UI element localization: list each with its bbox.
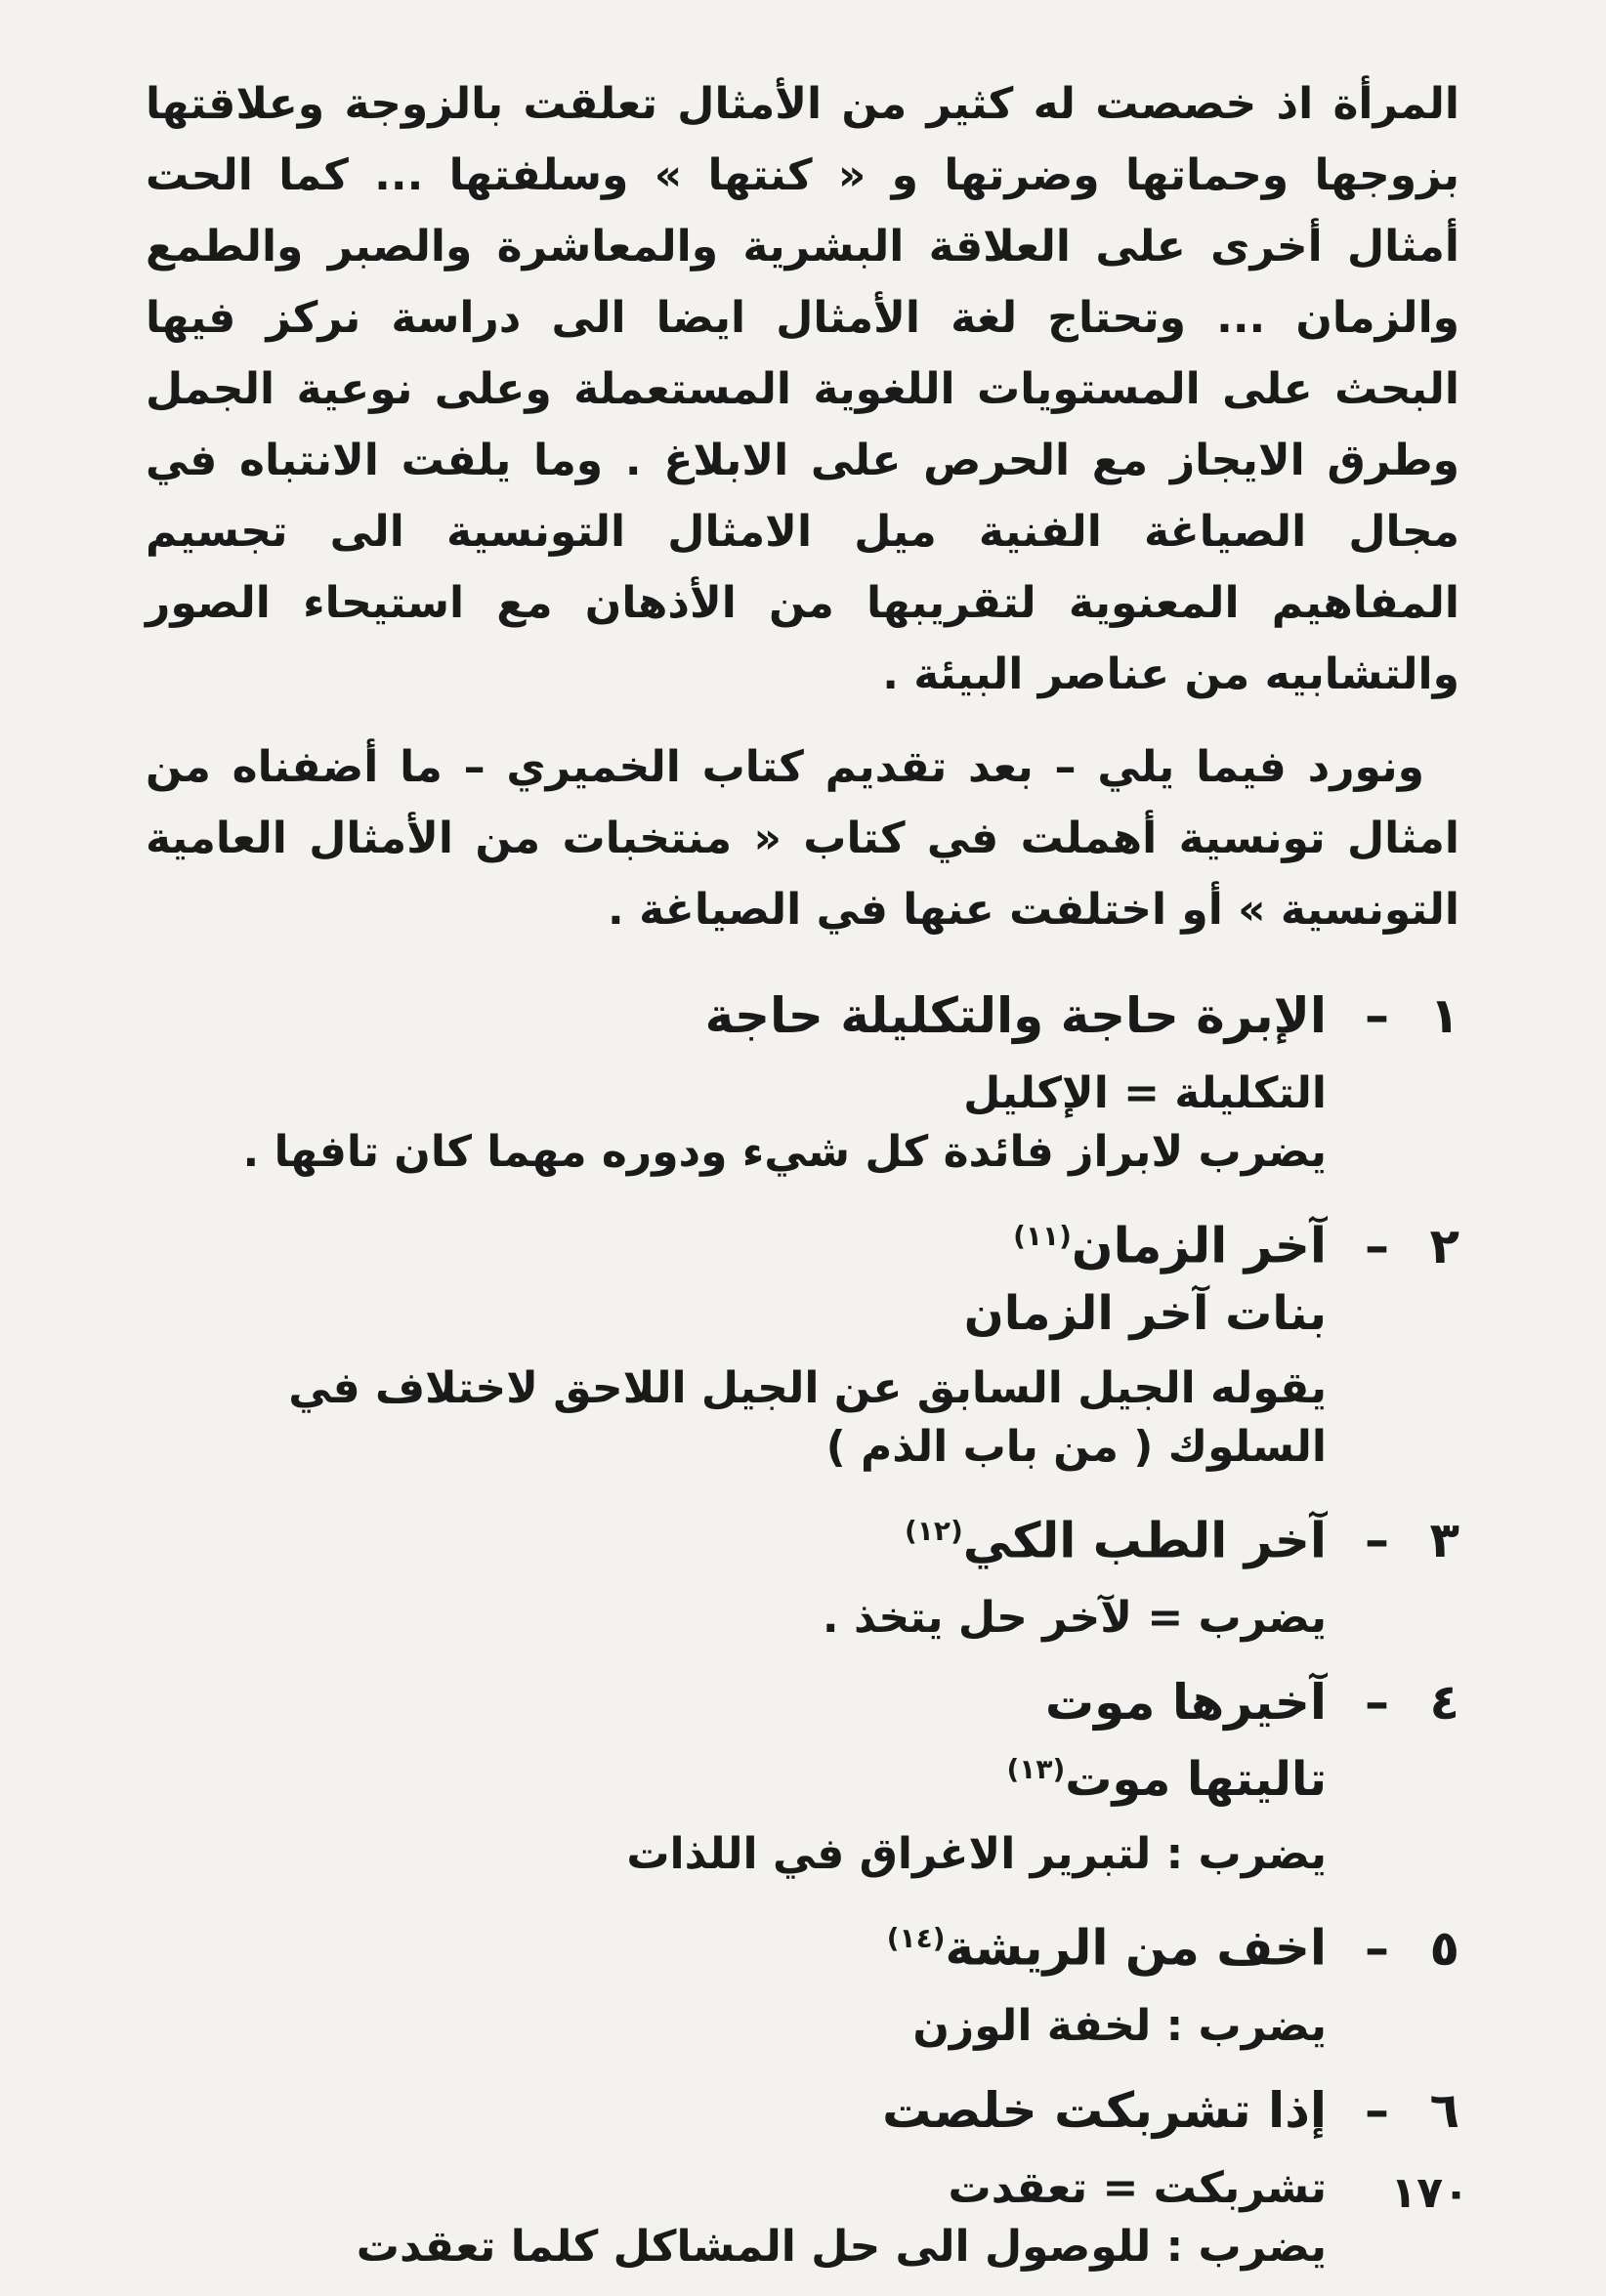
proverb-line: يضرب = لآخر حل يتخذ . — [822, 1593, 1327, 1644]
proverb-item — [146, 981, 1459, 1182]
proverb-line: يضرب : للوصول الى حل المشاكل كلما تعقدت — [356, 2221, 1327, 2272]
proverb-variant — [146, 1737, 1327, 1812]
proverb-title-text: آخيرها موت — [1044, 1674, 1327, 1732]
proverb-heading — [146, 1903, 1459, 1983]
proverb-title — [146, 1496, 1327, 1576]
intro-paragraph-2: ونورد فيما يلي – بعد تقديم كتاب الخميري – ما أضفناه من امثال تونسية أهملت في كتاب « منتخبات من الأمثال العامية التونسية » أو اختلفت عنها في الصياغة . — [146, 742, 1459, 935]
proverb-title — [146, 981, 1327, 1051]
proverb-number: ٤ — [1429, 1674, 1459, 1732]
proverb-title — [146, 1903, 1327, 1983]
proverb-item — [146, 2075, 1459, 2276]
proverb-number: ٥ — [1429, 1919, 1459, 1977]
proverb-dash: – — [1365, 987, 1389, 1044]
proverb-variant-text: تاليتها موت — [1065, 1752, 1327, 1808]
proverb-number: ٣ — [1429, 1512, 1459, 1569]
proverb-title-text: إذا تشربكت خلصت — [882, 2081, 1327, 2139]
proverb-heading — [146, 1667, 1459, 1737]
proverb-line: يضرب : لخفة الوزن — [912, 2000, 1327, 2051]
intro-paragraph-1: المرأة اذ خصصت له كثير من الأمثال تعلقت بالزوجة وعلاقتها بزوجها وحماتها وضرتها و « كنتها » وسلفتها ... كما الحت أمثال أخرى على العلاقة البشرية والمعاشرة والصبر والطمع والزمان ... وتحتاج لغة الأمثال ايضا الى دراسة نركز فيها البحث على المستويات اللغوية المستعملة وعلى نوعية الجمل وطرق الايجاز مع الحرص على الابلاغ . وما يلفت الانتباه في مجال الصياغة الفنية ميل الامثال التونسية الى تجسيم المفاهيم المعنوية لتقريبها من الأذهان مع استيحاء الصور والتشابيه من عناصر البيئة . — [146, 79, 1459, 699]
footnote-marker: (١٢) — [905, 1514, 963, 1547]
footnote-marker: (١٤) — [886, 1922, 946, 1955]
proverb-list — [146, 981, 1459, 2276]
proverb-item — [146, 1201, 1459, 1477]
proverb-item — [146, 1667, 1459, 1884]
footnote-marker: (١١) — [1013, 1220, 1072, 1252]
proverb-heading — [146, 2075, 1459, 2146]
proverb-heading — [146, 1201, 1459, 1281]
proverb-line: يضرب لابراز فائدة كل شيء ودوره مهما كان تافها . — [242, 1127, 1327, 1177]
proverb-line: تشربكت = تعقدت — [948, 2162, 1327, 2213]
proverb-heading — [146, 1496, 1459, 1576]
proverb-title — [146, 1201, 1327, 1281]
proverb-dash: – — [1365, 1512, 1389, 1569]
proverb-item — [146, 1496, 1459, 1649]
proverb-variant: بنات آخر الزمان — [963, 1285, 1327, 1341]
page-content — [146, 68, 1459, 2296]
proverb-title-text: اخف من الريشة — [945, 1919, 1327, 1977]
proverb-dash: – — [1365, 1217, 1389, 1274]
proverb-title-text: آخر الطب الكي — [962, 1512, 1327, 1569]
proverb-dash: – — [1365, 2081, 1389, 2139]
proverb-line: يضرب : لتبرير الاغراق في اللذات — [626, 1829, 1327, 1880]
page-number: ١٧٠ — [1390, 2168, 1469, 2218]
footnote-marker: (١٣) — [1006, 1753, 1066, 1786]
proverb-heading — [146, 981, 1459, 1051]
proverb-title — [146, 1667, 1327, 1737]
proverb-title-text: الإبرة حاجة والتكليلة حاجة — [704, 987, 1327, 1044]
proverb-line: التكليلة = الإكليل — [963, 1068, 1327, 1118]
proverb-number: ٢ — [1429, 1217, 1459, 1274]
proverb-number: ٦ — [1429, 2081, 1459, 2139]
proverb-dash: – — [1365, 1919, 1389, 1977]
proverb-item — [146, 1903, 1459, 2056]
proverb-dash: – — [1365, 1674, 1389, 1732]
proverb-title — [146, 2075, 1327, 2146]
proverb-number: ١ — [1429, 987, 1459, 1044]
proverb-title-text: آخر الزمان — [1071, 1217, 1327, 1274]
proverb-line: يقوله الجيل السابق عن الجيل اللاحق لاختلاف في السلوك ( من باب الذم ) — [288, 1362, 1327, 1472]
